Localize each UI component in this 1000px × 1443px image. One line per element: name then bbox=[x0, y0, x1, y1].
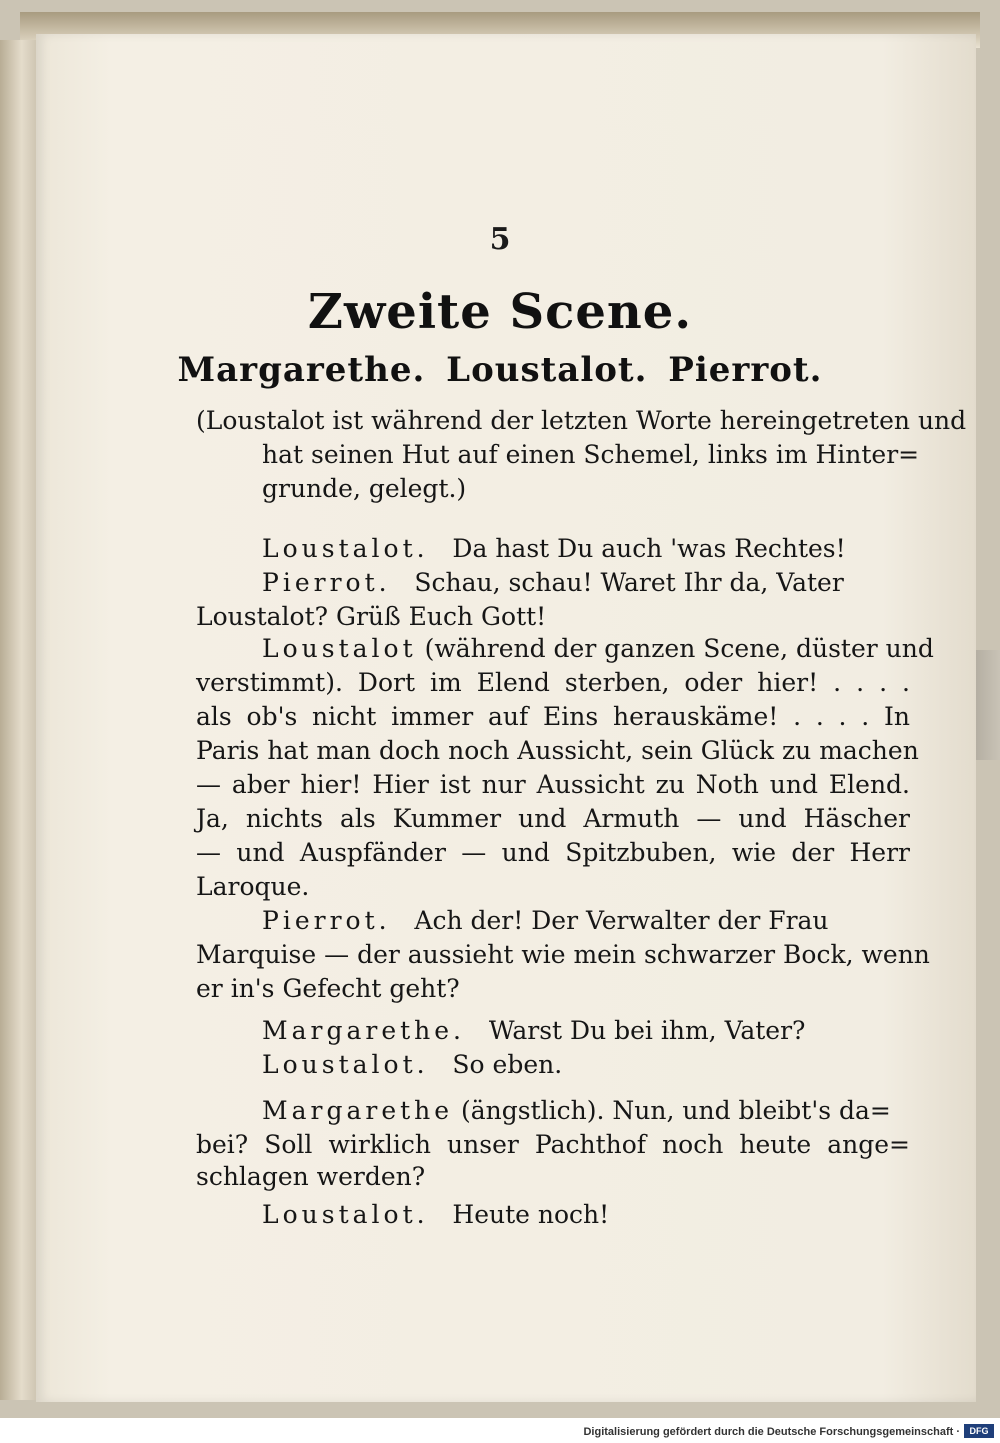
stage-direction-line: grunde, gelegt.) bbox=[262, 474, 467, 503]
speaker-name: Loustalot. bbox=[262, 1050, 429, 1079]
speaker-name: Margarethe. bbox=[262, 1016, 465, 1045]
dialogue-text: (ängstlich). Nun, und bleibt's da= bbox=[461, 1096, 891, 1125]
dialogue-line: Paris hat man doch noch Aussicht, sein Glück zu machen bbox=[196, 736, 919, 765]
dialogue-line: Marquise — der aussieht wie mein schwarzer Bock, wenn bbox=[196, 940, 930, 969]
dialogue-line: Laroque. bbox=[196, 872, 310, 901]
dialogue-line bbox=[262, 1048, 910, 1082]
dialogue-line bbox=[262, 1014, 910, 1048]
dialogue-text: Ach der! Der Verwalter der Frau bbox=[414, 906, 829, 935]
dialogue-line: schlagen werden? bbox=[196, 1162, 426, 1191]
dialogue-text: Da hast Du auch 'was Rechtes! bbox=[452, 534, 846, 563]
dialogue-line: Ja, nichts als Kummer und Armuth — und Häscher bbox=[196, 804, 910, 833]
dialogue-line bbox=[262, 566, 910, 600]
stage-direction-line: hat seinen Hut auf einen Schemel, links im Hinter= bbox=[262, 440, 920, 469]
dialogue-text: So eben. bbox=[452, 1050, 563, 1079]
dialogue-text: Loustalot? Grüß Euch Gott! bbox=[196, 602, 547, 631]
footer-credit: Digitalisierung gefördert durch die Deutsche Forschungsgemeinschaft · bbox=[583, 1426, 960, 1438]
dialogue-line bbox=[262, 532, 910, 566]
speaker-name: Pierrot. bbox=[262, 568, 391, 597]
dialogue-line bbox=[262, 1198, 910, 1232]
speaker-name: Margarethe bbox=[262, 1096, 454, 1125]
speaker-name: Pierrot. bbox=[262, 906, 391, 935]
dialogue-text: Warst Du bei ihm, Vater? bbox=[488, 1016, 806, 1045]
dialogue-line bbox=[196, 600, 910, 634]
dialogue-line: als ob's nicht immer auf Eins herauskäme! . . . . In bbox=[196, 702, 910, 731]
page-number: 5 bbox=[489, 222, 511, 257]
dfg-logo-icon: DFG bbox=[964, 1424, 994, 1438]
stage-direction-line: (Loustalot ist während der letzten Worte hereingetreten und bbox=[196, 406, 967, 435]
character-list: Margarethe. Loustalot. Pierrot. bbox=[177, 350, 823, 390]
dialogue-text: (während der ganzen Scene, düster und bbox=[424, 634, 934, 663]
speaker-name: Loustalot. bbox=[262, 534, 429, 563]
dialogue-line: — und Auspfänder — und Spitzbuben, wie der Herr bbox=[196, 838, 910, 867]
speaker-name: Loustalot bbox=[262, 634, 417, 663]
dialogue-text: Heute noch! bbox=[452, 1200, 610, 1229]
dialogue-line bbox=[262, 632, 934, 666]
dialogue-line: bei? Soll wirklich unser Pachthof noch heute ange= bbox=[196, 1130, 910, 1159]
dialogue-line bbox=[262, 1094, 910, 1128]
dialogue-line: verstimmt). Dort im Elend sterben, oder hier! . . . . bbox=[196, 668, 910, 697]
dialogue-line: er in's Gefecht geht? bbox=[196, 974, 460, 1003]
scene-title: Zweite Scene. bbox=[307, 284, 693, 340]
dialogue-line bbox=[262, 904, 910, 938]
dialogue-text: Schau, schau! Waret Ihr da, Vater bbox=[414, 568, 844, 597]
dialogue-line: — aber hier! Hier ist nur Aussicht zu Noth und Elend. bbox=[196, 770, 910, 799]
speaker-name: Loustalot. bbox=[262, 1200, 429, 1229]
